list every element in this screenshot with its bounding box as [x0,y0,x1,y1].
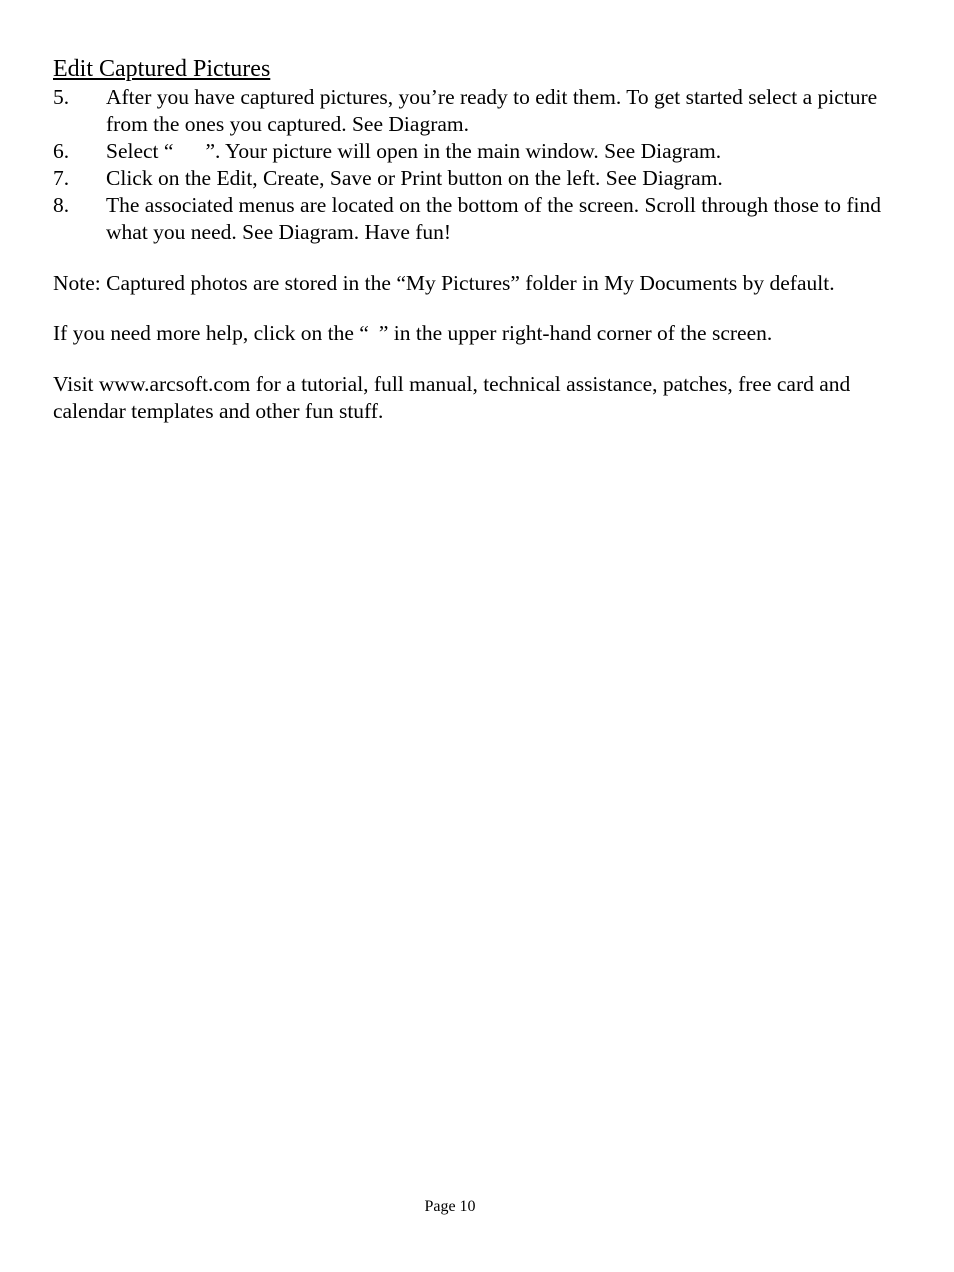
step-number: 6. [53,139,70,163]
step-item [53,192,898,246]
step-number: 8. [53,193,70,217]
visit-paragraph: Visit www.arcsoft.com for a tutorial, full manual, technical assistance, patches, free card and calendar templates and other fun stuff. [53,372,851,423]
step-number: 5. [53,85,70,109]
step-text: After you have captured pictures, you’re ready to edit them. To get started select a picture from the ones you captured. See Diagram. [106,85,878,136]
section-heading: Edit Captured Pictures [53,56,271,82]
step-text-after: ”. Your picture will open in the main window. See Diagram. [205,139,722,163]
step-item [53,165,898,192]
document-page [53,54,898,425]
step-text [106,138,898,165]
step-text: Click on the Edit, Create, Save or Print button on the left. See Diagram. [106,166,723,190]
page-number: Page 10 [424,1198,476,1215]
step-text-before: Select “ [106,139,174,163]
help-paragraph [53,320,898,347]
step-number: 7. [53,166,70,190]
step-item [53,138,898,165]
help-text-before: If you need more help, click on the “ [53,321,369,345]
step-text: The associated menus are located on the bottom of the screen. Scroll through those to find what you need. See Diagram. Have fun! [106,193,881,244]
help-text-after: ” in the upper right-hand corner of the screen. [378,321,773,345]
note-paragraph: Note: Captured photos are stored in the “My Pictures” folder in My Documents by default. [53,271,835,295]
steps-list [53,84,898,246]
step-item [53,84,898,138]
